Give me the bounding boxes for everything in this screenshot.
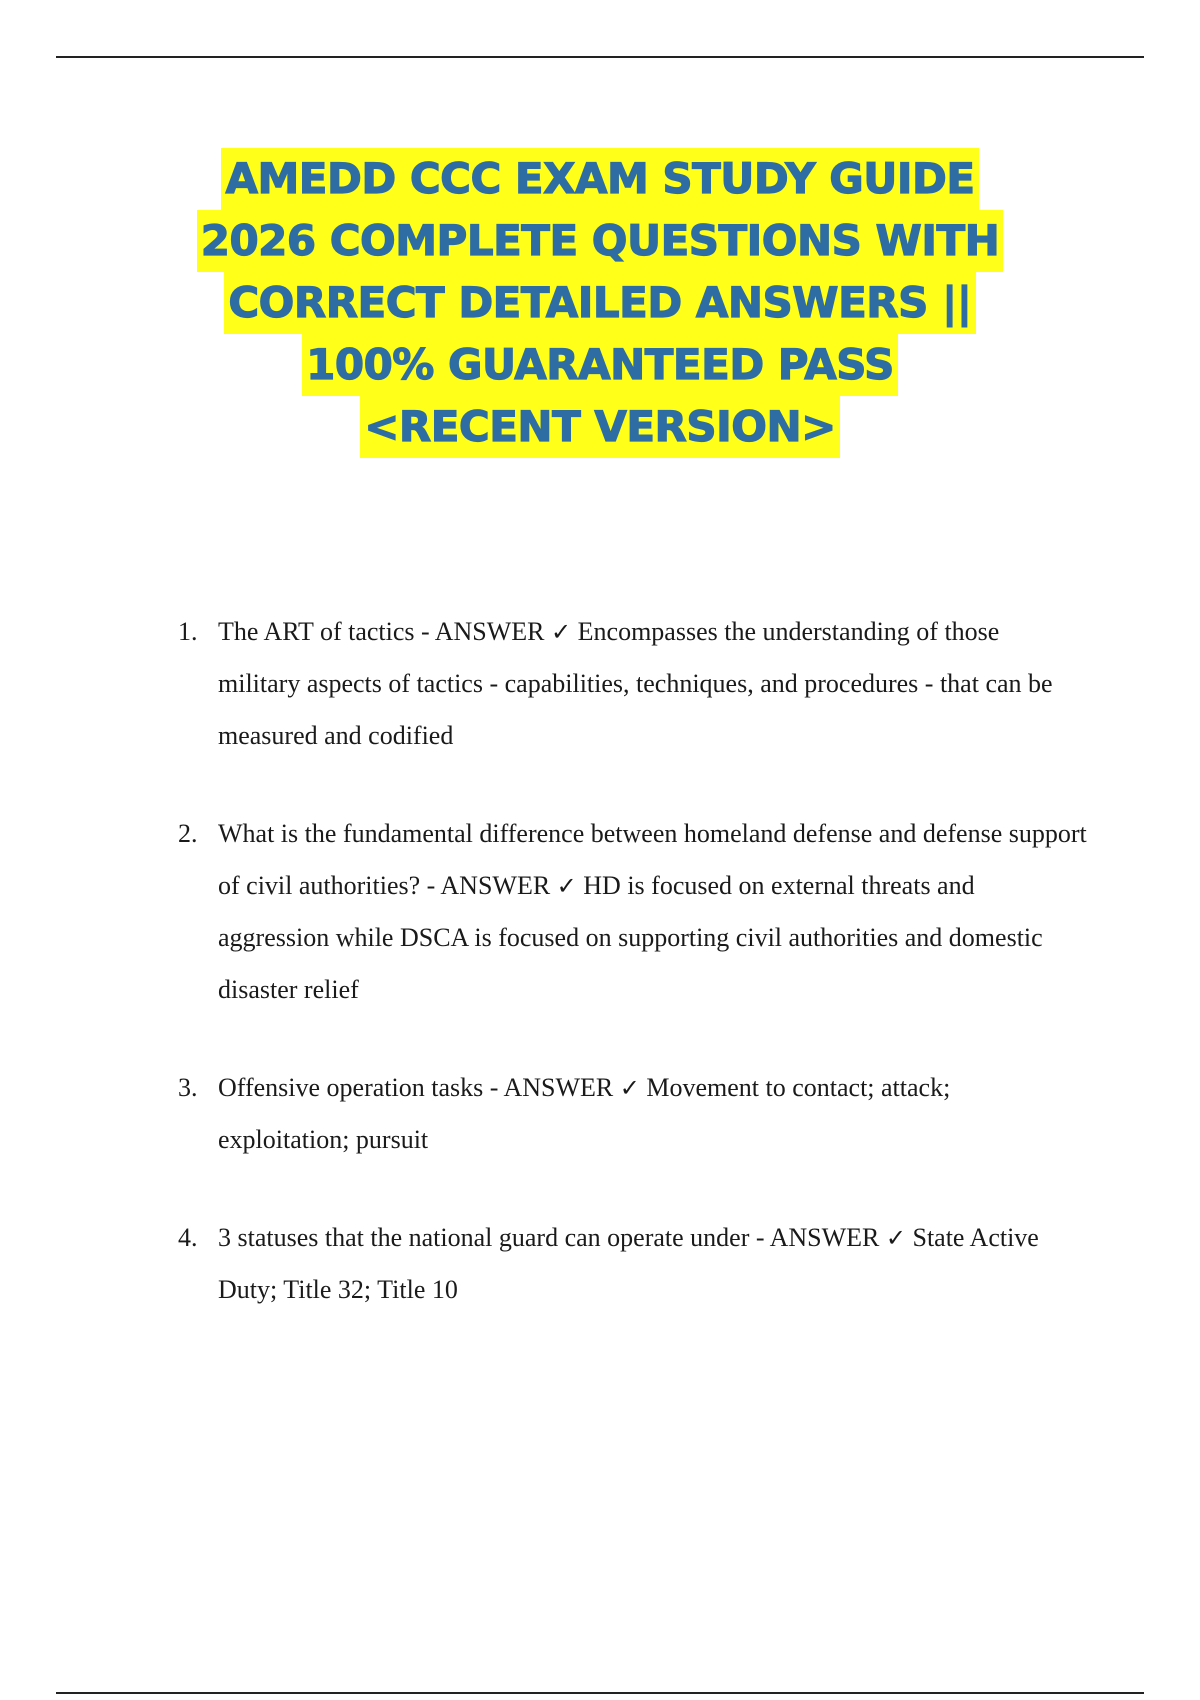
answer-text: HD is focused on external threats and aggression while DSCA is focused on supporting civil authorities and domestic disaster relief — [218, 871, 1043, 1004]
answer-label: ANSWER — [434, 617, 545, 646]
list-item — [178, 606, 1088, 762]
title-line-1: AMEDD CCC EXAM STUDY GUIDE — [221, 148, 978, 210]
top-rule — [56, 56, 1144, 58]
item-number: 3. — [178, 1073, 198, 1102]
question-text: Offensive operation tasks - — [218, 1073, 504, 1102]
checkmark-icon: ✓ — [551, 618, 572, 646]
question-text: The ART of tactics - — [218, 617, 435, 646]
bottom-rule — [56, 1692, 1144, 1694]
question-list — [178, 606, 1088, 1362]
item-number: 2. — [178, 819, 198, 848]
list-item — [178, 1062, 1088, 1166]
list-item — [178, 1212, 1088, 1316]
checkmark-icon: ✓ — [885, 1224, 906, 1252]
title-line-4: 100% GUARANTEED PASS — [302, 334, 898, 396]
answer-label: ANSWER — [769, 1223, 880, 1252]
answer-text: Encompasses the understanding of those military aspects of tactics - capabilities, techniques, and procedures - that can be measured and codified — [218, 617, 1053, 750]
answer-label: ANSWER — [440, 871, 551, 900]
answer-text: State Active Duty; Title 32; Title 10 — [218, 1223, 1039, 1304]
title-line-3: CORRECT DETAILED ANSWERS || — [224, 272, 975, 334]
answer-label: ANSWER — [503, 1073, 614, 1102]
checkmark-icon: ✓ — [556, 872, 577, 900]
question-text: 3 statuses that the national guard can operate under - — [218, 1223, 770, 1252]
document-title — [100, 148, 1100, 458]
item-number: 4. — [178, 1223, 198, 1252]
checkmark-icon: ✓ — [619, 1074, 640, 1102]
question-text: What is the fundamental difference between homeland defense and defense support of civil authorities? - — [218, 819, 1087, 900]
title-line-5: <RECENT VERSION> — [360, 396, 840, 458]
answer-text: Movement to contact; attack; exploitation; pursuit — [218, 1073, 951, 1154]
list-item — [178, 808, 1088, 1016]
item-number: 1. — [178, 617, 198, 646]
title-line-2: 2026 COMPLETE QUESTIONS WITH — [197, 210, 1004, 272]
